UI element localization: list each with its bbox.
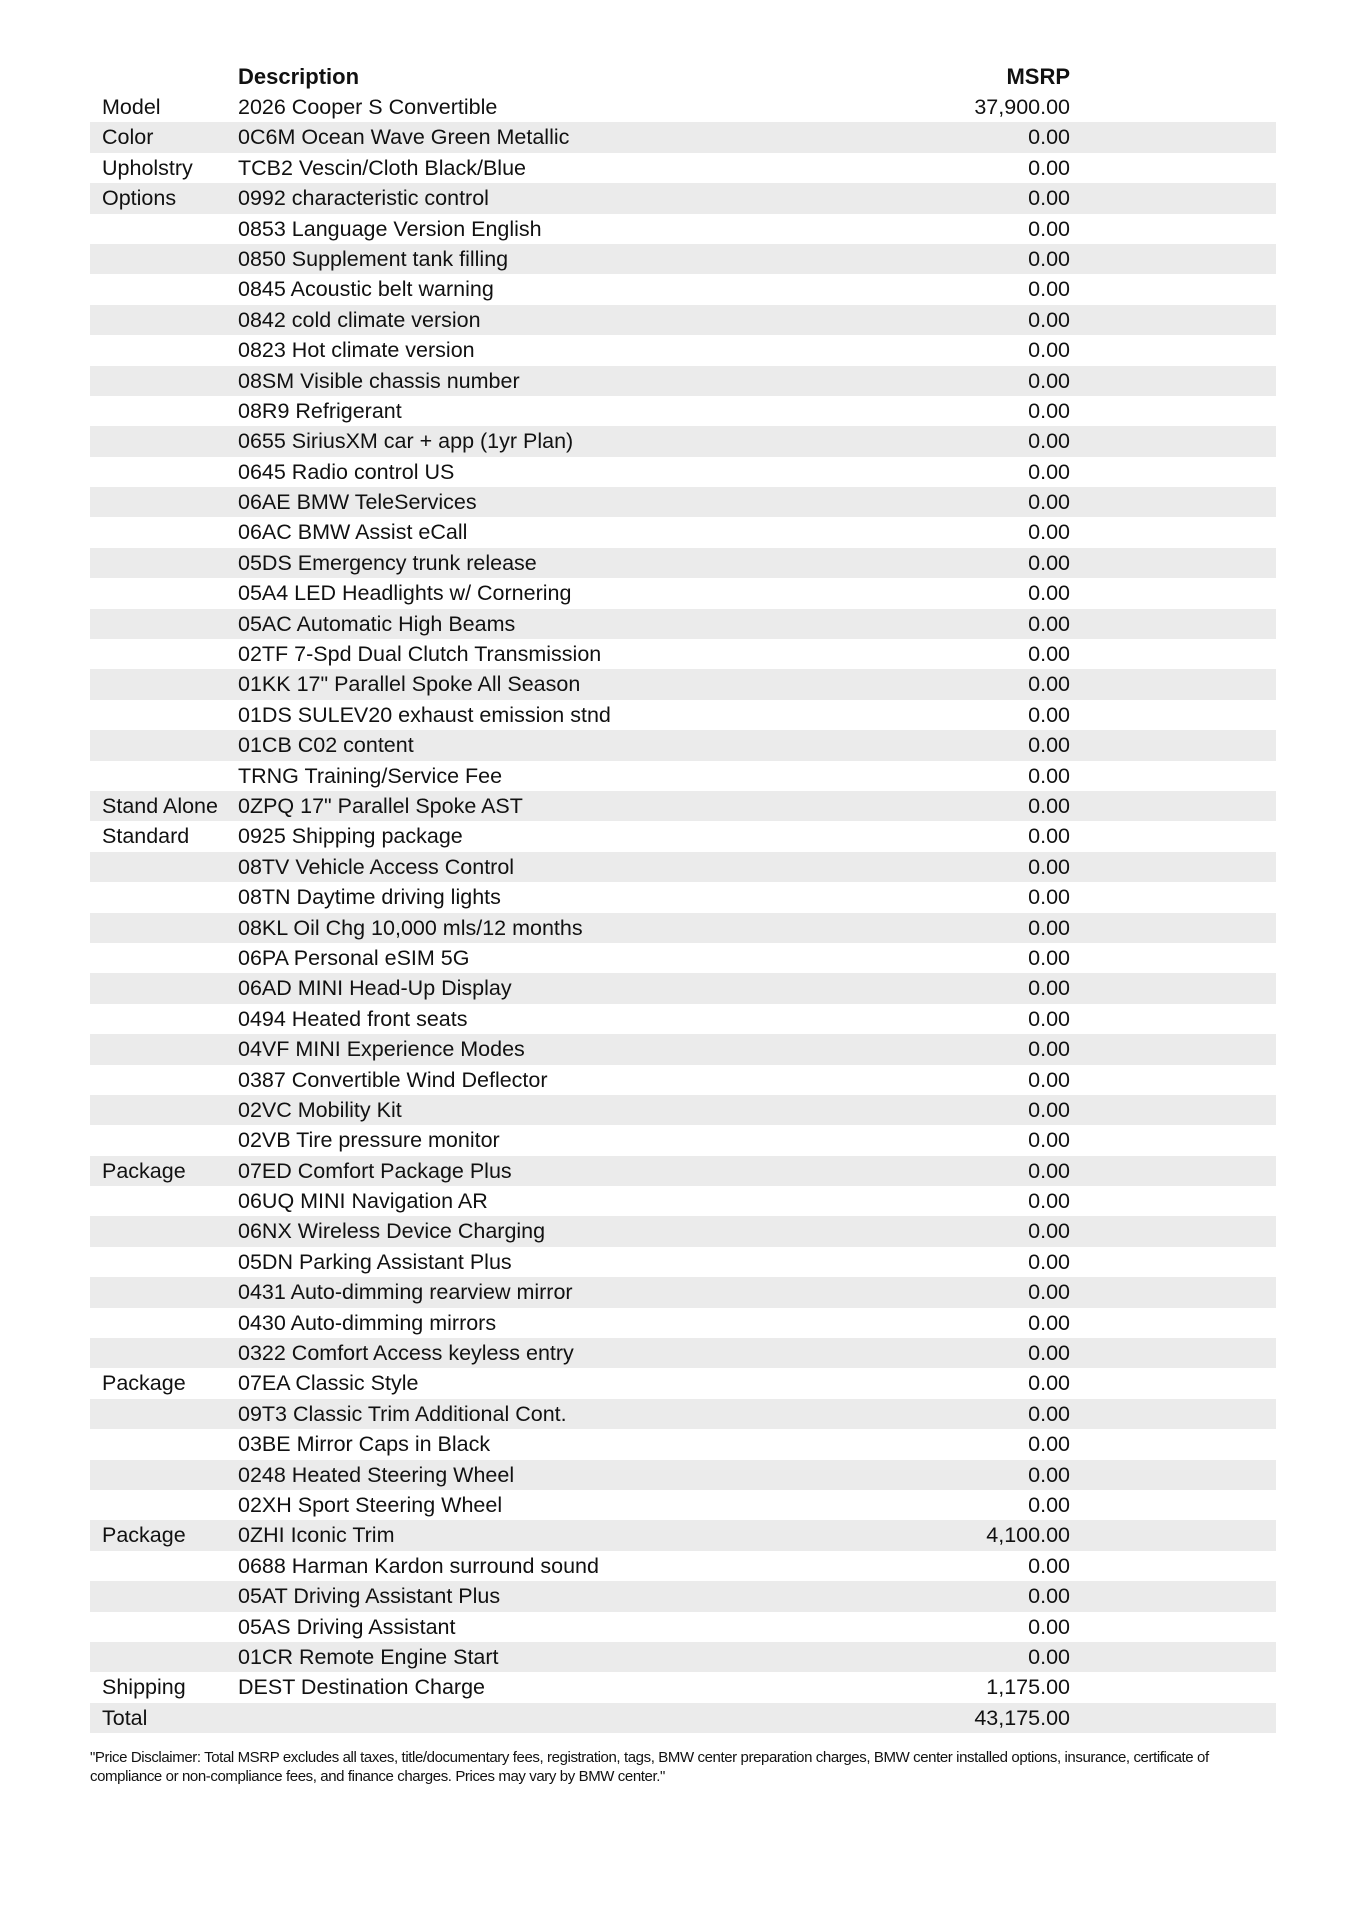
row-msrp: 0.00 xyxy=(1028,763,1070,788)
table-row xyxy=(90,183,1276,213)
table-row xyxy=(90,153,1276,183)
table-row xyxy=(90,1338,1276,1368)
row-category: Standard xyxy=(102,824,190,849)
row-description: TRNG Training/Service Fee xyxy=(238,763,503,788)
row-category: Model xyxy=(102,95,161,119)
table-row xyxy=(90,1490,1276,1520)
table-row xyxy=(90,517,1276,547)
row-msrp: 37,900.00 xyxy=(974,95,1070,119)
row-msrp: 1,175.00 xyxy=(986,1675,1070,1700)
row-msrp: 0.00 xyxy=(1028,398,1070,423)
row-msrp: 0.00 xyxy=(1028,1401,1070,1426)
row-msrp: 0.00 xyxy=(1028,945,1070,970)
table-row xyxy=(90,1642,1276,1672)
row-description: 01KK 17" Parallel Spoke All Season xyxy=(238,672,581,697)
table-row xyxy=(90,943,1276,973)
row-description: 0431 Auto-dimming rearview mirror xyxy=(238,1280,573,1305)
row-description: 06AC BMW Assist eCall xyxy=(238,520,468,545)
row-description: 0925 Shipping package xyxy=(238,824,463,849)
table-row xyxy=(90,821,1276,851)
row-description: 01CR Remote Engine Start xyxy=(238,1644,499,1669)
row-description: 05DS Emergency trunk release xyxy=(238,550,537,575)
row-description: 05A4 LED Headlights w/ Cornering xyxy=(238,581,572,606)
row-msrp: 0.00 xyxy=(1028,1189,1070,1214)
table-row xyxy=(90,639,1276,669)
table-row xyxy=(90,578,1276,608)
row-description: 02VC Mobility Kit xyxy=(238,1097,402,1122)
table-row xyxy=(90,1277,1276,1307)
row-description: 0992 characteristic control xyxy=(238,186,489,211)
table-row xyxy=(90,1429,1276,1459)
table-row xyxy=(90,1368,1276,1398)
row-description: 0655 SiriusXM car + app (1yr Plan) xyxy=(238,429,574,454)
table-row xyxy=(90,366,1276,396)
table-row xyxy=(90,1551,1276,1581)
row-description: 0C6M Ocean Wave Green Metallic xyxy=(238,125,570,150)
row-description: 0494 Heated front seats xyxy=(238,1006,468,1031)
table-row xyxy=(90,1308,1276,1338)
row-msrp: 0.00 xyxy=(1028,1067,1070,1092)
table-row xyxy=(90,487,1276,517)
row-description: 0850 Supplement tank filling xyxy=(238,246,509,271)
row-msrp: 0.00 xyxy=(1028,246,1070,271)
row-msrp: 0.00 xyxy=(1028,277,1070,302)
row-description: 2026 Cooper S Convertible xyxy=(238,95,498,119)
table-row xyxy=(90,669,1276,699)
row-msrp: 0.00 xyxy=(1028,611,1070,636)
row-msrp: 0.00 xyxy=(1028,307,1070,332)
table-row xyxy=(90,335,1276,365)
row-msrp: 0.00 xyxy=(1028,1158,1070,1183)
row-msrp: 0.00 xyxy=(1028,1341,1070,1366)
table-row xyxy=(90,1156,1276,1186)
row-category: Color xyxy=(102,125,154,150)
row-msrp: 0.00 xyxy=(1028,1584,1070,1609)
row-msrp: 0.00 xyxy=(1028,1432,1070,1457)
row-category: Options xyxy=(102,186,177,211)
table-row xyxy=(90,1125,1276,1155)
row-msrp: 0.00 xyxy=(1028,976,1070,1001)
table-row xyxy=(90,1520,1276,1550)
table-row xyxy=(90,305,1276,335)
row-description: 04VF MINI Experience Modes xyxy=(238,1037,525,1062)
row-msrp: 0.00 xyxy=(1028,733,1070,758)
row-description: 09T3 Classic Trim Additional Cont. xyxy=(238,1401,567,1426)
row-description: 08SM Visible chassis number xyxy=(238,368,520,393)
table-row xyxy=(90,1612,1276,1642)
row-msrp: 0.00 xyxy=(1028,1249,1070,1274)
row-msrp: 0.00 xyxy=(1028,1037,1070,1062)
row-description: 06AE BMW TeleServices xyxy=(238,490,477,515)
row-description: 05DN Parking Assistant Plus xyxy=(238,1249,512,1274)
table-row xyxy=(90,548,1276,578)
table-row xyxy=(90,609,1276,639)
table-row xyxy=(90,274,1276,304)
row-msrp: 0.00 xyxy=(1028,581,1070,606)
row-msrp: 0.00 xyxy=(1028,1128,1070,1153)
table-row xyxy=(90,761,1276,791)
table-row xyxy=(90,913,1276,943)
row-msrp: 0.00 xyxy=(1028,1097,1070,1122)
row-description: 06UQ MINI Navigation AR xyxy=(238,1189,488,1214)
row-msrp: 0.00 xyxy=(1028,672,1070,697)
price-sheet xyxy=(90,60,1276,1733)
row-description: 0248 Heated Steering Wheel xyxy=(238,1462,515,1487)
row-category: Package xyxy=(102,1158,186,1183)
table-row xyxy=(90,214,1276,244)
row-description: 0688 Harman Kardon surround sound xyxy=(238,1553,599,1578)
row-description: 01DS SULEV20 exhaust emission stnd xyxy=(238,702,611,727)
row-msrp: 0.00 xyxy=(1028,550,1070,575)
row-msrp: 0.00 xyxy=(1028,1219,1070,1244)
row-msrp: 0.00 xyxy=(1028,702,1070,727)
row-msrp: 0.00 xyxy=(1028,155,1070,180)
row-msrp: 0.00 xyxy=(1028,1553,1070,1578)
row-description: 0322 Comfort Access keyless entry xyxy=(238,1341,574,1366)
row-description: 05AC Automatic High Beams xyxy=(238,611,516,636)
row-msrp: 0.00 xyxy=(1028,490,1070,515)
table-row xyxy=(90,1460,1276,1490)
row-description: 03BE Mirror Caps in Black xyxy=(238,1432,491,1457)
table-row xyxy=(90,852,1276,882)
row-description: 07ED Comfort Package Plus xyxy=(238,1158,512,1183)
table-row xyxy=(90,1247,1276,1277)
row-description: 02VB Tire pressure monitor xyxy=(238,1128,500,1153)
row-description: TCB2 Vescin/Cloth Black/Blue xyxy=(238,155,526,180)
row-description: 02XH Sport Steering Wheel xyxy=(238,1492,503,1517)
table-row xyxy=(90,244,1276,274)
table-row xyxy=(90,1095,1276,1125)
table-row xyxy=(90,1672,1276,1702)
row-description: 0ZHI Iconic Trim xyxy=(238,1523,395,1548)
row-description: 0387 Convertible Wind Deflector xyxy=(238,1067,548,1092)
row-msrp: 0.00 xyxy=(1028,459,1070,484)
row-description: 0853 Language Version English xyxy=(238,216,542,241)
header-description: Description xyxy=(238,64,360,89)
row-description: 01CB C02 content xyxy=(238,733,414,758)
row-description: 0430 Auto-dimming mirrors xyxy=(238,1310,497,1335)
table-row xyxy=(90,1703,1276,1733)
row-msrp: 0.00 xyxy=(1028,368,1070,393)
table-row xyxy=(90,1004,1276,1034)
table-row xyxy=(90,700,1276,730)
row-description: 08TV Vehicle Access Control xyxy=(238,854,515,879)
row-description: 0645 Radio control US xyxy=(238,459,455,484)
row-msrp: 0.00 xyxy=(1028,642,1070,667)
row-description: 06NX Wireless Device Charging xyxy=(238,1219,546,1244)
row-category: Stand Alone xyxy=(102,793,218,818)
table-row xyxy=(90,791,1276,821)
row-msrp: 0.00 xyxy=(1028,1644,1070,1669)
row-msrp: 0.00 xyxy=(1028,338,1070,363)
table-row xyxy=(90,1216,1276,1246)
table-row xyxy=(90,973,1276,1003)
row-msrp: 0.00 xyxy=(1028,1614,1070,1639)
row-description: 07EA Classic Style xyxy=(238,1371,419,1396)
table-row xyxy=(90,122,1276,152)
row-description: 05AT Driving Assistant Plus xyxy=(238,1584,501,1609)
table-row xyxy=(90,396,1276,426)
row-msrp: 0.00 xyxy=(1028,186,1070,211)
table-row xyxy=(90,1399,1276,1429)
row-msrp: 0.00 xyxy=(1028,824,1070,849)
table-row xyxy=(90,457,1276,487)
table-row xyxy=(90,1065,1276,1095)
row-msrp: 0.00 xyxy=(1028,429,1070,454)
row-description: 08R9 Refrigerant xyxy=(238,398,402,423)
row-msrp: 0.00 xyxy=(1028,1371,1070,1396)
row-msrp: 0.00 xyxy=(1028,125,1070,150)
row-msrp: 0.00 xyxy=(1028,854,1070,879)
row-msrp: 0.00 xyxy=(1028,1492,1070,1517)
row-description: 06PA Personal eSIM 5G xyxy=(238,945,470,970)
row-description: 08KL Oil Chg 10,000 mls/12 months xyxy=(238,915,583,940)
row-category: Shipping xyxy=(102,1675,186,1700)
row-msrp: 43,175.00 xyxy=(974,1705,1070,1730)
table-body xyxy=(90,92,1276,1733)
row-category: Total xyxy=(102,1705,148,1730)
row-category: Package xyxy=(102,1523,186,1548)
row-description: 05AS Driving Assistant xyxy=(238,1614,456,1639)
table-row xyxy=(90,1581,1276,1611)
row-msrp: 0.00 xyxy=(1028,885,1070,910)
row-msrp: 0.00 xyxy=(1028,915,1070,940)
table-row xyxy=(90,92,1276,122)
price-disclaimer: "Price Disclaimer: Total MSRP excludes all taxes, title/documentary fees, registration, tags, BMW center preparation charges, BMW center installed options, insurance, certificate of compliance or non-compliance fees, and finance charges. Prices may vary by BMW center." xyxy=(90,1749,1209,1785)
row-msrp: 0.00 xyxy=(1028,216,1070,241)
header-msrp: MSRP xyxy=(1006,64,1070,89)
row-msrp: 0.00 xyxy=(1028,1462,1070,1487)
table-row xyxy=(90,730,1276,760)
row-category: Upholstry xyxy=(102,155,193,180)
row-msrp: 0.00 xyxy=(1028,1006,1070,1031)
table-row xyxy=(90,1034,1276,1064)
row-description: 0845 Acoustic belt warning xyxy=(238,277,494,302)
row-msrp: 0.00 xyxy=(1028,520,1070,545)
row-description: 08TN Daytime driving lights xyxy=(238,885,501,910)
row-msrp: 0.00 xyxy=(1028,793,1070,818)
row-description: 0ZPQ 17" Parallel Spoke AST xyxy=(238,793,523,818)
row-description: 02TF 7-Spd Dual Clutch Transmission xyxy=(238,642,602,667)
table-row xyxy=(90,1186,1276,1216)
row-description: 0842 cold climate version xyxy=(238,307,481,332)
table-row xyxy=(90,426,1276,456)
row-msrp: 0.00 xyxy=(1028,1280,1070,1305)
row-description: 06AD MINI Head-Up Display xyxy=(238,976,512,1001)
row-msrp: 4,100.00 xyxy=(986,1523,1070,1548)
row-msrp: 0.00 xyxy=(1028,1310,1070,1335)
row-description: 0823 Hot climate version xyxy=(238,338,475,363)
table-row xyxy=(90,882,1276,912)
table-header xyxy=(90,60,1276,92)
row-description: DEST Destination Charge xyxy=(238,1675,485,1700)
row-category: Package xyxy=(102,1371,186,1396)
